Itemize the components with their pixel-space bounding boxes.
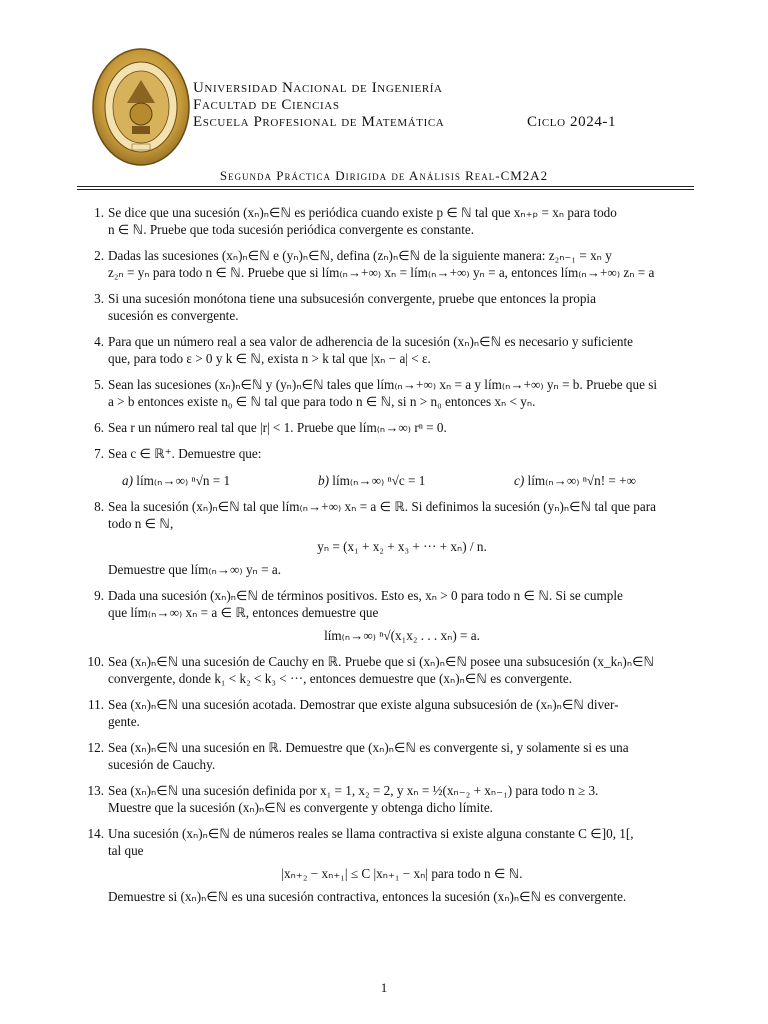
problem-number: 11. [88,697,104,712]
problem-item [84,782,696,816]
problem-line: Si una sucesión monótona tiene una subsucesión convergente, pruebe que entonces la propia [108,291,596,306]
problem-line: z₂ₙ = yₙ para todo n ∈ ℕ. Pruebe que si lím₍ₙ→+∞₎ xₙ = lím₍ₙ→+∞₎ yₙ = a, entonces lím₍ₙ→+∞₎ zₙ = a [108,265,655,280]
cycle-label: Ciclo 2024-1 [527,114,617,130]
problem-line: sucesión de Cauchy. [108,757,216,772]
subitem-expression: lím₍ₙ→∞₎ ⁿ√c = 1 [332,473,426,488]
problem-line: gente. [108,714,140,729]
problem-line: todo n ∈ ℕ, [108,516,174,531]
problem-line: Sea r un número real tal que |r| < 1. Pruebe que lím₍ₙ→∞₎ rⁿ = 0. [108,420,447,435]
subitem-label: c) [514,473,525,488]
university-seal [92,48,190,166]
school-name: Escuela Profesional de Matemática [193,114,445,130]
problem-line: Sea c ∈ ℝ⁺. Demuestre que: [108,446,262,461]
subitem-expression: lím₍ₙ→∞₎ ⁿ√n! = +∞ [527,473,636,488]
problem-line: Muestre que la sucesión (xₙ)ₙ∈ℕ es convergente y obtenga dicho límite. [108,800,493,815]
problem-line: Demuestre si (xₙ)ₙ∈ℕ es una sucesión contractiva, entonces la sucesión (xₙ)ₙ∈ℕ es convergente. [108,889,627,904]
problem-number: 8. [94,499,104,514]
problem-line: que, para todo ε > 0 y k ∈ ℕ, exista n > k tal que |xₙ − a| < ε. [108,351,431,366]
problem-item [84,376,696,410]
problem-line: Sean las sucesiones (xₙ)ₙ∈ℕ y (yₙ)ₙ∈ℕ tales que lím₍ₙ→+∞₎ xₙ = a y lím₍ₙ→+∞₎ yₙ = b. Pruebe que si [108,377,658,392]
problem-number: 1. [94,205,104,220]
subitem [304,472,500,489]
problem-number: 4. [94,334,104,349]
display-equation: |xₙ₊₂ − xₙ₊₁| ≤ C |xₙ₊₁ − xₙ| para todo n ∈ ℕ. [281,866,523,881]
problem-number: 2. [94,248,104,263]
problem-line: Demuestre que lím₍ₙ→∞₎ yₙ = a. [108,562,281,577]
problem-item [84,587,696,644]
problem-item [84,653,696,687]
problem-item [84,419,696,436]
problem-number: 13. [87,783,104,798]
problem-line: convergente, donde k₁ < k₂ < k₃ < ···, entonces demuestre que (xₙ)ₙ∈ℕ es convergente. [108,671,573,686]
title-rule-top [77,186,694,187]
university-name: Universidad Nacional de Ingeniería [193,80,443,96]
display-equation: lím₍ₙ→∞₎ ⁿ√(x₁x₂ . . . xₙ) = a. [324,628,480,643]
problem-number: 9. [94,588,104,603]
problem-line: Para que un número real a sea valor de adherencia de la sucesión (xₙ)ₙ∈ℕ es necesario y suficiente [108,334,634,349]
problem-item [84,290,696,324]
problem-line: Sea la sucesión (xₙ)ₙ∈ℕ tal que lím₍ₙ→+∞₎ xₙ = a ∈ ℝ. Si definimos la sucesión (yₙ)ₙ∈ℕ tal que para [108,499,657,514]
problem-line: Sea (xₙ)ₙ∈ℕ una sucesión en ℝ. Demuestre que (xₙ)ₙ∈ℕ es convergente si, y solamente si es una [108,740,629,755]
problem-line: Se dice que una sucesión (xₙ)ₙ∈ℕ es periódica cuando existe p ∈ ℕ tal que xₙ₊ₚ = xₙ para todo [108,205,617,220]
problem-number: 7. [94,446,104,461]
problem-item [84,739,696,773]
problem-number: 14. [87,826,104,841]
problem-item [84,696,696,730]
document-title: Segunda Práctica Dirigida de Análisis Real-CM2A2 [219,168,549,183]
subitem-label: a) [122,473,133,488]
problem-item [84,333,696,367]
problem-list [84,204,696,914]
faculty-name: Facultad de Ciencias [193,97,340,113]
problem-line: sucesión es convergente. [108,308,239,323]
display-equation: yₙ = (x₁ + x₂ + x₃ + ··· + xₙ) / n. [317,539,487,554]
problem-line: que lím₍ₙ→∞₎ xₙ = a ∈ ℝ, entonces demuestre que [108,605,379,620]
subitem-expression: lím₍ₙ→∞₎ ⁿ√n = 1 [136,473,231,488]
title-rule-bottom [77,189,694,190]
page-number: 1 [380,980,388,995]
problem-item [84,247,696,281]
problem-number: 12. [87,740,104,755]
problem-line: Dada una sucesión (xₙ)ₙ∈ℕ de términos positivos. Esto es, xₙ > 0 para todo n ∈ ℕ. Si se cumple [108,588,623,603]
subitem [108,472,304,489]
problem-line: Dadas las sucesiones (xₙ)ₙ∈ℕ e (yₙ)ₙ∈ℕ, defina (zₙ)ₙ∈ℕ de la siguiente manera: z₂ₙ₋₁ = xₙ y [108,248,612,263]
problem-item [84,825,696,905]
problem-number: 3. [94,291,104,306]
problem-line: Sea (xₙ)ₙ∈ℕ una sucesión definida por x₁ = 1, x₂ = 2, y xₙ = ½(xₙ₋₂ + xₙ₋₁) para todo n ≥ 3. [108,783,599,798]
subitem-label: b) [318,473,329,488]
problem-line: a > b entonces existe n₀ ∈ ℕ tal que para todo n ∈ ℕ, si n > n₀ entonces xₙ < yₙ. [108,394,536,409]
problem-line: Sea (xₙ)ₙ∈ℕ una sucesión de Cauchy en ℝ. Pruebe que si (xₙ)ₙ∈ℕ posee una subsucesión (x_kₙ)ₙ∈ℕ [108,654,655,669]
problem-item [84,498,696,578]
problem-line: tal que [108,843,144,858]
subitem-row [108,472,696,489]
subitem [500,472,696,489]
problem-line: Sea (xₙ)ₙ∈ℕ una sucesión acotada. Demostrar que existe alguna subsucesión de (xₙ)ₙ∈ℕ diver- [108,697,619,712]
problem-line: n ∈ ℕ. Pruebe que toda sucesión periódica convergente es constante. [108,222,475,237]
problem-number: 5. [94,377,104,392]
problem-line: Una sucesión (xₙ)ₙ∈ℕ de números reales se llama contractiva si existe alguna constante C ∈]0, 1[, [108,826,634,841]
problem-number: 10. [87,654,104,669]
problem-number: 6. [94,420,104,435]
problem-item [84,445,696,489]
problem-item [84,204,696,238]
